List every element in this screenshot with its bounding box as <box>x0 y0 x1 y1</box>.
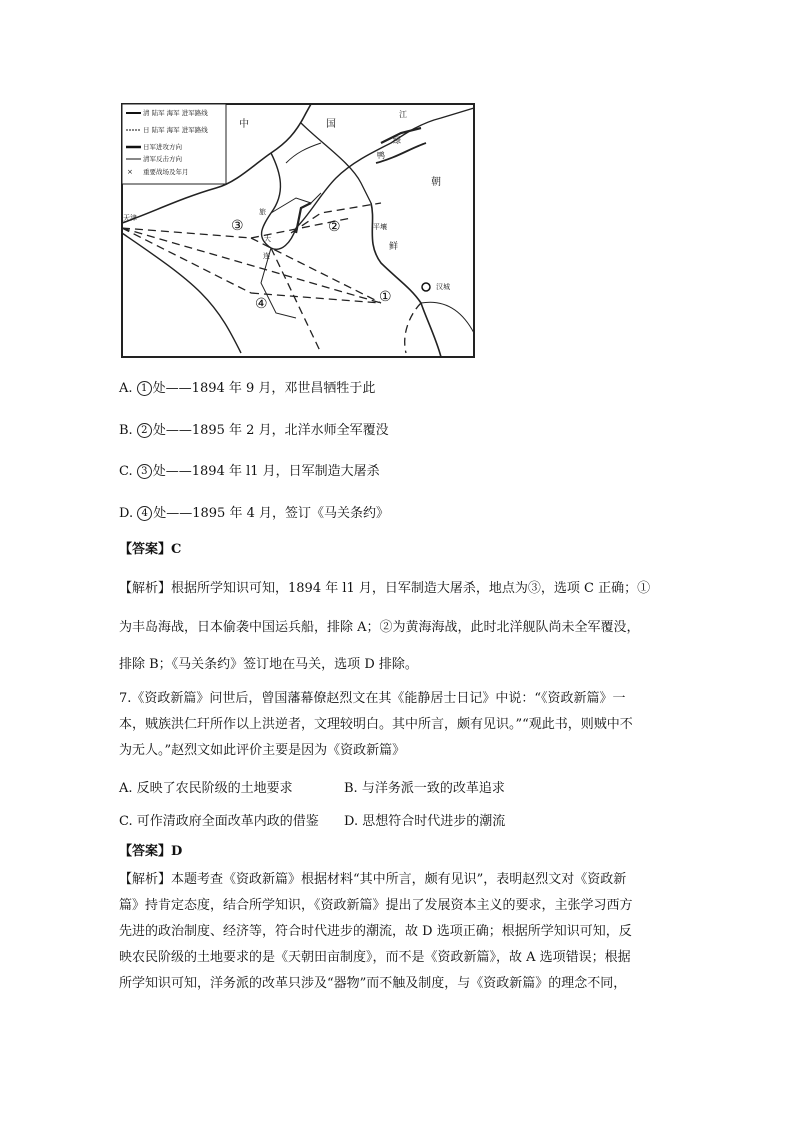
option-number: 4 <box>137 506 152 521</box>
map-label: 朝 <box>431 177 441 188</box>
map-label: 江 <box>399 110 407 119</box>
option-letter: B. <box>119 423 133 438</box>
question-7-line: 本，贼族洪仁玕所作以上洪逆者，文理较明白。其中所言，颇有见识。”“观此书，则贼中不 <box>119 717 633 732</box>
sino-japanese-war-map <box>121 103 475 358</box>
analysis-7-line: 映农民阶级的土地要求的是《天朝田亩制度》，而不是《资政新篇》，故 A 选项错误；根据 <box>119 950 631 965</box>
legend-item: 重要战场及年月 <box>143 168 189 176</box>
option-letter: A. <box>119 381 133 396</box>
analysis-7 <box>119 867 679 997</box>
analysis-7-line: 篇》持肯定态度，结合所学知识，《资政新篇》提出了发展资本主义的要求，主张学习西方 <box>119 898 633 913</box>
map-label: 天津 <box>123 214 137 222</box>
analysis-6-line: 排除 B；《马关条约》签订地在马关，选项 D 排除。 <box>119 657 418 672</box>
map-label: 旅 <box>259 208 266 216</box>
map-label: ② <box>328 219 341 235</box>
map-label: 大 <box>264 235 271 243</box>
option-text: 处——1895 年 2 月，北洋水师全军覆没 <box>152 423 389 438</box>
q7-option-a: A. 反映了农民阶级的土地要求 <box>119 781 293 796</box>
analysis-7-line: 先进的政治制度、经济等，符合时代进步的潮流，故 D 选项正确；根据所学知识可知，反 <box>119 924 632 939</box>
q7-option-c: C. 可作清政府全面改革内政的借鉴 <box>119 814 319 829</box>
option-text: 处——1895 年 4 月，签订《马关条约》 <box>153 506 389 521</box>
map-label: 鲜 <box>389 242 399 252</box>
option-letter: C. <box>119 464 133 479</box>
map-label: 汉城 <box>436 283 450 291</box>
map-label: 连 <box>263 252 270 260</box>
question-7 <box>119 686 679 764</box>
option-letter: D. <box>119 506 134 521</box>
option-a <box>119 380 375 398</box>
map-label: 绿 <box>393 136 401 145</box>
option-text: 处——1894 年 l1 月，日军制造大屠杀 <box>152 464 380 479</box>
option-text: 处——1894 年 9 月，邓世昌牺牲于此 <box>152 381 376 396</box>
map-label: 中 <box>239 119 249 130</box>
analysis-7-line: 所学知识可知，洋务派的改革只涉及“器物”而不触及制度，与《资政新篇》的理念不同， <box>119 976 627 991</box>
analysis-7-line: 【解析】本题考查《资政新篇》根据材料“其中所言，颇有见识”，表明赵烈文对《资政新 <box>119 872 627 887</box>
map-label: ① <box>379 289 392 305</box>
option-number: 1 <box>137 381 152 396</box>
q7-option-d: D. 思想符合时代进步的潮流 <box>344 814 506 829</box>
legend-item: 日 陆军 海军 进军路线 <box>143 126 208 134</box>
question-7-line: 为无人。”赵烈文如此评价主要是因为《资政新篇》 <box>119 743 406 758</box>
question-7-line: 7.《资政新篇》问世后，曾国藩幕僚赵烈文在其《能静居士日记》中说：“《资政新篇》一 <box>119 691 626 706</box>
map-label: ④ <box>255 296 268 312</box>
legend-item: 日军进攻方向 <box>143 143 182 151</box>
option-b <box>119 422 389 440</box>
map-label: 平壤 <box>373 223 387 231</box>
map-label: ③ <box>231 218 244 234</box>
option-number: 3 <box>137 464 152 479</box>
option-d <box>119 505 389 523</box>
analysis-6-line: 【解析】根据所学知识可知，1894 年 l1 月，日军制造大屠杀，地点为③，选项 C 正确；① <box>119 581 651 596</box>
legend-item: 清军反击方向 <box>143 155 182 163</box>
map-label: 国 <box>326 119 336 130</box>
option-number: 2 <box>137 423 152 438</box>
map-label: 鸭 <box>377 151 385 160</box>
legend-item: 清 陆军 海军 进军路线 <box>143 109 208 117</box>
q7-option-b: B. 与洋务派一致的改革追求 <box>344 781 505 796</box>
option-c <box>119 463 380 481</box>
answer-6: 【答案】C <box>119 542 182 557</box>
svg-text:×: × <box>127 168 133 176</box>
analysis-6-line: 为丰岛海战，日本偷袭中国运兵船，排除 A；②为黄海海战，此时北洋舰队尚未全军覆没， <box>119 620 640 635</box>
answer-7: 【答案】D <box>119 844 183 859</box>
